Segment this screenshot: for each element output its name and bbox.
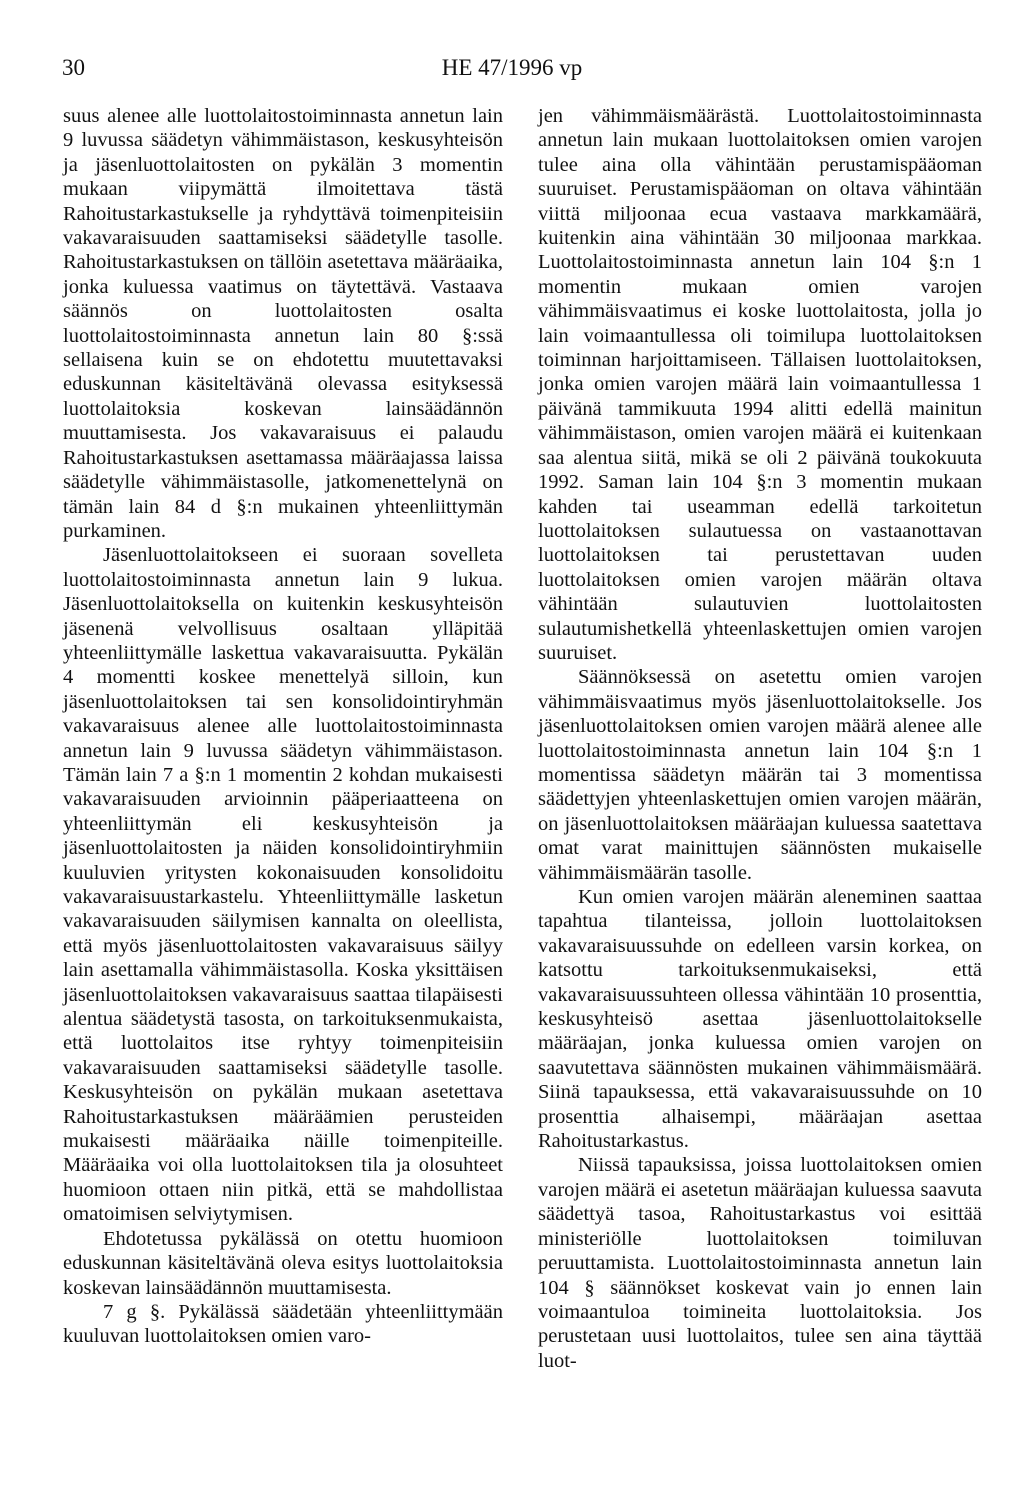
paragraph: Jäsenluottolaitokseen ei suoraan sovelleta luottolaitostoiminnasta annetun lain 9 lukua. Jäsenluottolaitoksella on kuitenkin keskusyhteisön jäsenenä velvollisuus osaltaan ylläpitää yhteenliittymälle laskettua vakavaraisuutta. Pykälän 4 momentti koskee menettelyä silloin, kun jäsenluottolaitoksen tai sen konsolidointiryhmän vakavaraisuus alenee alle luottolaitostoiminnasta annetun lain 9 luvussa säädetyn vähimmäistason. Tämän lain 7 a §:n 1 momentin 2 kohdan mukaisesti vakavaraisuuden arvioinnin pääperiaatteena on yhteenliittymän eli keskusyhteisön ja jäsenluottolaitosten ja näiden konsolidointiryhmiin kuuluvien yritysten kokonaisuuden konsolidoitu vakavaraisuustarkastelu. Yhteenliittymälle lasketun vakavaraisuuden säilymisen kannalta on oleellista, että myös jäsenluottolaitosten vakavaraisuus säilyy lain asettamalla vähimmäistasolla. Koska yksittäisen jäsenluottolaitoksen vakavaraisuus saattaa tilapäisesti alentua säädetystä tasosta, on tarkoituksenmukaista, että luottolaitos itse ryhtyy toimenpiteisiin vakavaraisuuden saattamiseksi säädetylle tasolle. Keskusyhteisön on pykälän mukaan asetettava Rahoitustarkastuksen määräämien perusteiden mukaisesti määräaika näille toimenpiteille. Määräaika voi olla luottolaitoksen tila ja olosuhteet huomioon ottaen niin pitkä, että se mahdollistaa omatoimisen selviytymisen. — [63, 544, 503, 1226]
paragraph: Säännöksessä on asetettu omien varojen vähimmäisvaatimus myös jäsenluottolaitokselle. Jos jäsenluottolaitoksen omien varojen määrä alenee alle luottolaitostoiminnasta annetun lain 104 §:n 1 momentissa säädetyn määrän tai 3 momentissa säädettyjen yhteenlaskettujen omien varojen määrän, on jäsenluottolaitoksen määräajan kuluessa saatettava omat varat mainittujen säännösten mukaiselle vähimmäismäärän tasolle. — [538, 666, 982, 884]
paragraph: suus alenee alle luottolaitostoiminnasta annetun lain 9 luvussa säädetyn vähimmäistason, keskusyhteisön ja jäsenluottolaitosten on pykälän 3 momentin mukaan viipymättä ilmoitettava tästä Rahoitustarkastukselle ja ryhdyttävä toimenpiteisiin vakavaraisuuden saattamiseksi säädetylle tasolle. Rahoitustarkastuksen on tällöin asetettava määräaika, jonka kuluessa vaatimus on täytettävä. Vastaava säännös on luottolaitosten osalta luottolaitostoiminnasta annetun lain 80 §:ssä sellaisena kuin se on ehdotettu muutettavaksi eduskunnan käsiteltävänä olevassa esityksessä luottolaitoksia koskevan lainsäädännön muuttamisesta. Jos vakavaraisuus ei palaudu Rahoitustarkastuksen asettamassa määräajassa laissa säädetylle vähimmäistasolle, jatkomenettelynä on tämän lain 84 d §:n mukainen yhteenliittymän purkaminen. — [63, 105, 503, 542]
left-column — [63, 104, 503, 1349]
document-identifier: HE 47/1996 vp — [441, 55, 583, 80]
right-column — [538, 104, 982, 1373]
paragraph: Niissä tapauksissa, joissa luottolaitoksen omien varojen määrä ei asetetun määräajan kuluessa saavuta säädettyä tasoa, Rahoitustarkastus voi esittää ministeriölle luottolaitoksen toimiluvan peruuttamista. Luottolaitostoiminnasta annetun lain 104 § säännökset koskevat vain jo ennen lain voimaantuloa toimineita luottolaitoksia. Jos perustetaan uusi luottolaitos, tulee sen aina täyttää luot- — [538, 1154, 982, 1372]
paragraph: 7 g §. Pykälässä säädetään yhteenliittymään kuuluvan luottolaitoksen omien varo- — [63, 1300, 503, 1348]
paragraph: jen vähimmäismäärästä. Luottolaitostoiminnasta annetun lain mukaan luottolaitoksen omien varojen tulee aina olla vähintään perustamispääoman suuruiset. Perustamispääoman on oltava vähintään viittä miljoonaa ecua vastaava markkamäärä, kuitenkin aina vähintään 30 miljoonaa markkaa. Luottolaitostoiminnasta annetun lain 104 §:n 1 momentin mukaan omien varojen vähimmäisvaatimus ei koske luottolaitosta, jolla jo lain voimaantullessa oli toimilupa luottolaitoksen toiminnan harjoittamiseen. Tällaisen luottolaitoksen, jonka omien varojen määrä lain voimaantullessa 1 päivänä tammikuuta 1994 alitti edellä mainitun vähimmäistason, omien varojen määrä ei kuitenkaan saa alentua siitä, mikä se oli 2 päivänä toukokuuta 1992. Saman lain 104 §:n 3 momentin mukaan kahden tai useamman edellä tarkoitetun luottolaitoksen sulautuessa on vastaanottavan luottolaitoksen tai perustettavan uuden luottolaitoksen omien varojen määrän oltava vähintään sulautuvien luottolaitosten sulautumishetkellä yhteenlaskettujen omien varojen suuruiset. — [538, 105, 982, 664]
page-header — [62, 52, 962, 84]
paragraph: Kun omien varojen määrän aleneminen saattaa tapahtua tilanteissa, jolloin luottolaitoksen vakavaraisuussuhde on edelleen varsin korkea, on katsottu tarkoituksenmukaiseksi, että vakavaraisuussuhteen ollessa vähintään 10 prosenttia, keskusyhteisö asettaa jäsenluottolaitokselle määräajan, jonka kuluessa omien varojen on saavutettava säännösten mukainen vähimmäismäärä. Siinä tapauksessa, että vakavaraisuussuhde on 10 prosenttia alhaisempi, määräajan asettaa Rahoitustarkastus. — [538, 886, 982, 1153]
paragraph: Ehdotetussa pykälässä on otettu huomioon eduskunnan käsiteltävänä oleva esitys luottolaitoksia koskevan lainsäädännön muuttamisesta. — [63, 1227, 503, 1299]
page-number: 30 — [62, 55, 85, 80]
